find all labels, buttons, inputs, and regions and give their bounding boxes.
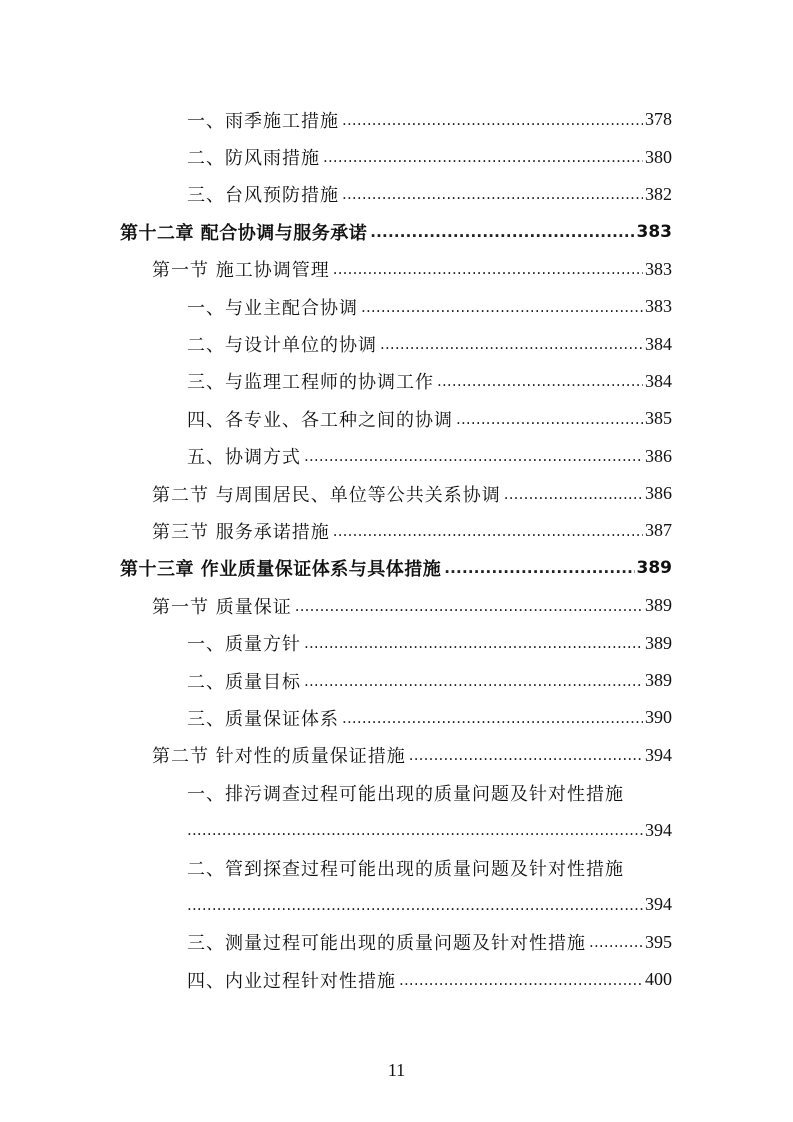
toc-entry[interactable] <box>187 438 672 475</box>
toc-entry-page: 378 <box>645 109 672 130</box>
toc-leader-dots <box>323 147 643 167</box>
toc-entry[interactable] <box>187 288 672 325</box>
toc-entry-page: 395 <box>645 931 672 952</box>
toc-entry-page: 384 <box>645 370 672 391</box>
toc-leader-dots <box>589 932 643 952</box>
toc-leader-dots <box>504 484 643 504</box>
toc-leader-dots <box>361 297 643 317</box>
toc-entry-title: 第一节 质量保证 <box>152 596 292 618</box>
toc-entry-title: 一、质量方针 <box>187 634 301 656</box>
toc-leader-dots <box>409 745 643 765</box>
toc-section-entry[interactable] <box>152 475 672 512</box>
toc-entry[interactable] <box>187 699 672 736</box>
toc-entry-continuation <box>187 886 672 923</box>
toc-entry-title: 第十三章 作业质量保证体系与具体措施 <box>120 559 442 581</box>
toc-entry-page: 394 <box>645 819 672 840</box>
toc-entry-page: 386 <box>645 445 672 466</box>
toc-entry-page: 387 <box>645 520 672 541</box>
toc-section-entry[interactable] <box>152 587 672 624</box>
toc-entry[interactable] <box>187 924 672 961</box>
toc-entry-page: 390 <box>645 707 672 728</box>
toc-leader-dots <box>304 671 643 691</box>
toc-entry-page: 400 <box>645 969 672 990</box>
toc-leader-dots <box>333 521 643 541</box>
toc-leader-dots <box>187 895 643 915</box>
toc-entry-title: 二、管到探查过程可能出现的质量问题及针对性措施 <box>187 858 624 880</box>
toc-entry-page: 389 <box>645 595 672 616</box>
toc-entry[interactable] <box>187 624 672 661</box>
toc-entry-title: 二、质量目标 <box>187 671 301 693</box>
toc-leader-dots <box>187 820 643 840</box>
toc-entry-page: 394 <box>645 744 672 765</box>
toc-entry[interactable] <box>187 662 672 699</box>
toc-entry-title: 第十二章 配合协调与服务承诺 <box>120 222 368 244</box>
toc-leader-dots <box>304 446 643 466</box>
toc-entry[interactable] <box>187 400 672 437</box>
toc-entry[interactable] <box>187 176 672 213</box>
toc-entry-page: 384 <box>645 333 672 354</box>
toc-entry-page: 382 <box>645 183 672 204</box>
toc-entry[interactable] <box>187 363 672 400</box>
toc-entry-continuation <box>187 811 672 848</box>
toc-leader-dots <box>380 334 643 354</box>
toc-entry[interactable] <box>187 101 672 138</box>
toc-entry-title: 二、与设计单位的协调 <box>187 335 377 357</box>
toc-entry-page: 383 <box>636 221 672 242</box>
toc-entry-title: 三、与监理工程师的协调工作 <box>187 372 434 394</box>
toc-entry-title: 一、雨季施工措施 <box>187 110 339 132</box>
page-number: 11 <box>387 1060 406 1080</box>
toc-entry-title: 第一节 施工协调管理 <box>152 260 330 282</box>
toc-entry-title: 一、排污调查过程可能出现的质量问题及针对性措施 <box>187 783 624 805</box>
toc-chapter-entry[interactable] <box>120 550 672 587</box>
toc-leader-dots <box>333 259 643 279</box>
toc-entry-title: 四、各专业、各工种之间的协调 <box>187 409 453 431</box>
toc-leader-dots <box>437 371 643 391</box>
toc-entry[interactable] <box>0 774 793 849</box>
toc-leader-dots <box>444 558 634 578</box>
toc-entry-page: 385 <box>645 408 672 429</box>
toc-entry-title: 三、台风预防措施 <box>187 185 339 207</box>
toc-entry-page: 389 <box>636 558 672 579</box>
toc-entry-page: 380 <box>645 146 672 167</box>
toc-entry-page: 383 <box>645 258 672 279</box>
toc-entry-title: 二、防风雨措施 <box>187 148 320 170</box>
toc-leader-dots <box>342 184 643 204</box>
toc-leader-dots <box>370 222 634 242</box>
toc-leader-dots <box>456 409 643 429</box>
toc-leader-dots <box>342 110 643 130</box>
toc-entry-title: 第三节 服务承诺措施 <box>152 521 330 543</box>
toc-entry-title: 五、协调方式 <box>187 447 301 469</box>
table-of-contents <box>0 101 793 998</box>
toc-entry-title: 第二节 与周围居民、单位等公共关系协调 <box>152 484 501 506</box>
toc-section-entry[interactable] <box>152 512 672 549</box>
toc-entry-page: 386 <box>645 483 672 504</box>
toc-entry-title: 第二节 针对性的质量保证措施 <box>152 746 406 768</box>
toc-chapter-entry[interactable] <box>120 213 672 250</box>
toc-leader-dots <box>304 633 643 653</box>
toc-entry-title: 一、与业主配合协调 <box>187 297 358 319</box>
toc-entry-page: 389 <box>645 670 672 691</box>
toc-leader-dots <box>342 708 643 728</box>
toc-entry[interactable] <box>187 325 672 362</box>
toc-section-entry[interactable] <box>152 737 672 774</box>
toc-entry-page: 389 <box>645 632 672 653</box>
toc-entry[interactable] <box>187 138 672 175</box>
toc-entry[interactable] <box>0 849 793 924</box>
toc-entry-page: 394 <box>645 894 672 915</box>
toc-entry-title: 三、测量过程可能出现的质量问题及针对性措施 <box>187 933 586 955</box>
toc-entry-title: 四、内业过程针对性措施 <box>187 970 396 992</box>
toc-section-entry[interactable] <box>152 251 672 288</box>
toc-entry-title: 三、质量保证体系 <box>187 708 339 730</box>
toc-entry[interactable] <box>187 961 672 998</box>
toc-leader-dots <box>399 970 643 990</box>
toc-leader-dots <box>295 596 643 616</box>
toc-entry-page: 383 <box>645 296 672 317</box>
